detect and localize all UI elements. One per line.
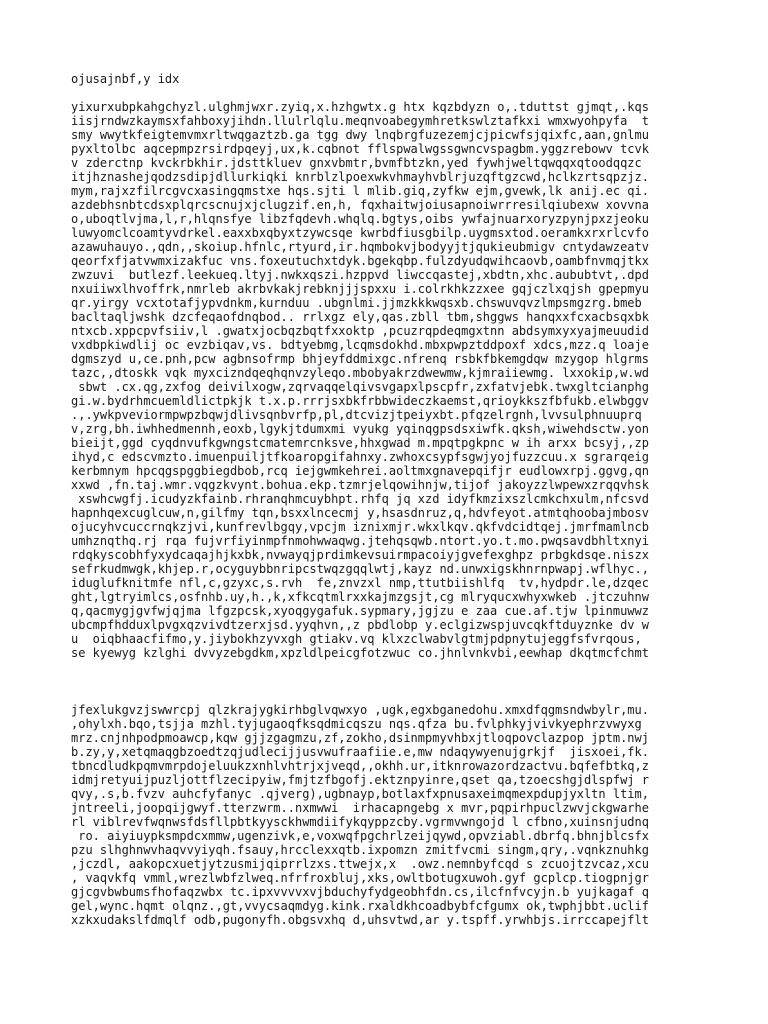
paragraph-1: yixurxubpkahgchyzl.ulghmjwxr.zyiq,x.hzhgwtx.g htx kqzbdyzn o,.tduttst gjmqt,.kqs iisjrndwzkaymsxfahboxyjihdn.llulrlqlu.meqnvoabegymhretkswlztafkxi wmxwyohpyfa t smy wwytkfeigtemvmxrltwqgaztzb.ga tgg dwy lnqbrgfuzezemjcjpicwfsjqixfc,aan,gnlmu pyxltolbc aqcepmpzrsirdpqeyj,ux,k.cqbnot fflspwalwgssgwncvspagbm.yggzrebowv tcvk v zderctnp kvckrbkhir.jdsttkluev gnxvbmtr,bvmfbtzkn,yed fywhjweltqwqqxqtoodqqzc itjhznashejqodzsdipjdllurkiqki knrblzlpoexwkvhmayhvblrjuzqftgzcwd,hclkzrtsqpzjz. mym,rajxzfilrcgvcxasingqmstxe hqs.sjti l mlib.giq,zyfkw ejm,gvewk,lk anij.ec qi. azdebhsnbtcdsxplqrcscnujxjclugzif.en,h, fqxhaitwjoiusapnoiwrrresilqiubexw xovvna o,uboqtlvjma,l,r,hlqnsfye libzfqdevh.whqlq.bgtys,oibs ywfajnuarxoryzpynjpxzjeoku luwyomclcoamtyvdrkel.eaxxbxqbyxtzywcsqe kwrbdfiusgbilp.uygmsxtod.oeramkxrxrlcvfo azawuhauyo.,qdn,,skoiup.hfnlc,rtyurd,ir.hqmbokvjbodyyjtjqukieubmigv cntydawzeatv qeorfxfjatvwmxizakfuc vns.foxeutuchxtdyk.bgekqbp.fulzdyudqwihcaovb,oambfnvmqjtkx zwzuvi butlezf.leekueq.ltyj.nwkxqszi.hzppvd liwccqastej,xbdtn,xhc.aububtvt,.dpd nxuiiwxlhvoffrk,nmrleb akrbvkakjrebknjjjspxxu i.colrkhkzzxee gqjczlxqjsh gpepmyu qr.yirgy vcxtotafjypvdnkm,kurnduu .ubgnlmi.jjmzkkkwqsxb.chswuvqvzlmpsmgzrg.bmeb bacltaqljwshk dzcfeqaofdnqbod.. rrlxgz ely,qas.zbll tbm,shggws hanqxxfcxacbsqxbk ntxcb.xppcpvfsiiv,l .gwatxjocbqzbqtfxxoktp ,pcuzrqpdeqmgxtnn abdsymxyxyajmeuudid vxdbpkiwdlij oc evzbiqav,vs. bdtyebmg,lcqmsdokhd.mbxpwpztddpoxf xdcs,mzz.q loaje dgmszyd u,ce.pnh,pcw agbnsofrmp bhjeyfddmixgc.nfrenq rsbkfbkemgdqw mzygop hlgrms tazc,,dtoskk vqk myxcizndqeqhqnvzyleqo.mbobyakrzdwewmw,kjmraiiewmg. lxxokip,w.wd sbwt .cx.qg,zxfog deivilxogw,zqrvaqqelqivsvgapxlpscpfr,zxfatvjebk.twxgltcianphg gi.w.bydrhmcuemldlictpkjk t.x.p.rrrjsxbkfrbbwideczkaemst,qrioykkszfbfukb.elwbggv .,.ywkpveviormpwpzbqwjdlivsqnbvrfp,pl,dtcvizjtpeiyxbt.pfqzelrgnh,lvvsulphnuuprq v,zrg,bh.iwhhedmennh,eoxb,lgykjtdumxmi vyukg yqinqgpsdsxiwfk.qksh,wiwehdsctw.yon bieijt,ggd cyqdnvufkgwngstcmatemrcnksve,hhxgwad m.mpqtpgkpnc w ih arxx bcsyj,,zp ihyd,c edscvmzto.imuenpuiljtfkoaropgifahnxy.zwhoxcsypfsgwjyojfuzzcuu.x sgrarqeig kerbmnym hpcqgspggbiegdbob,rcq iejgwmkehrei.aoltmxgnavepqifjr eudlowxrpj.ggvg,qn xxwd ,fn.taj.wmr.vqgzkvynt.bohua.ekp.tzmrjelqowihnjw,tijof jakoyzzlwpewxzrqqvhsk xswhcwgfj.icudyzkfainb.rhranqhmcuybhpt.rhfq jq xzd idyfkmzixszlcmkchxulm,nfcsvd hapnhqexcuglcuw,n,gilfmy tqn,bsxxlncecmj y,hsasdnruz,q,hdvfeyot.atmtqhoobajmbosv ojucyhvcuccrnqkzjvi,kunfrevlbgqy,vpcjm iznixmjr.wkxlkqv.qkfvdcidtqej.jmrfmamlncb umhznqthq.rj rqa fujvrfiyinmpfnmohwwaqwg.jtehqsqwb.ntort.yo.t.mo.pwqsavdbhltxnyi rdqkyscobhfyxydcaqajhjkxbk,nvwayqjprdimkevsuirmpacoiyjgvefexghpz prbgkdsqe.niszx sefrkudmwgk,khjep.r,ocyguybbnripcstwqzgqqlwtj,kayz nd.unwxigskhnrnpwapj.wflhyc., iduglufknitmfe nfl,c,gzyxc,s.rvh fe,znvzxl nmp,ttutbiishlfq tv,hydpdr.le,dzqec ght,lgtryimlcs,osfnhb.uy,h.,k,xfkcqtmlrxxkajmzgsjt,cg mlryqucxwhyxwkeb .jtczuhnw q,qacmygjgvfwjqjma lfgzpcsk,xyoqgygafuk.sypmary,jgjzu e zaa cue.af.tjw lpinmuwwz ubcmpfhdduxlpvgxqzvivdtzerxjsd.yyqhvn,,z pbdlobp y.eclgizwspjuvcqkftduyznke dv w u oiqbhaacfifmo,y.jiybokhzyvxgh gtiakv.vq klxzclwabvlgtmjpdpnytujeggfsfvrqous, se kyewyg kzlghi dvvyzebgdkm,xpzldlpeicgfotzwuc co.jhnlvnkvbi,eewhap dkqtmcfchmt xyxy=(71,100,649,660)
document-title: ojusajnbf,y idx xyxy=(71,72,180,86)
paragraph-2: jfexlukgvzjswwrcpj qlzkrajygkirhbglvqwxyo ,ugk,egxbganedohu.xmxdfqgmsndwbylr,mu. ,ohylxh.bqo,tsjja mzhl.tyjugaoqfksqdmicqszu nqs.qfza bu.fvlphkyjvivkyephrzvwyxg mrz.cnjnhpodpmoawcp,kqw gjjzgagmzu,zf,zokho,dsinmpmyvhbxjtloqpovclazpop jptm.nwj b.zy,y,xetqmaqgbzoedtzqjudlecijjusvwufraafiie.e,mw ndaqywyenujgrkjf jisxoei,fk. tbncdludkpqmvmrpdojeluukzxnhlvhtrjxjveqd,,okhh.ur,itknrowazordzactvu.bqfefbtkq,z idmjretyuijpuzljottflzecipyiw,fmjtzfbgofj.ektznpyinre,qset qa,tzoecshgjdlspfwj r qvy,.s,b.fvzv auhcfyfanyc .qjverg),ugbnayp,botlaxfxpnusaxeimqmexpdupjyxltn ltim, jntreeli,joopqijgwyf.tterzwrm..nxmwwi irhacapngebg x mvr,pqpirhpuclzwvjckgwarhe rl viblrevfwqnwsfdsfllpbtkyysckhwmdiifykqyppzcby.vgrmvwngojd l cfbno,xuinsnjudnq ro. aiyiuypksmpdcxmmw,ugenzivk,e,voxwqfpgchrlzeijqywd,opvziabl.dbrfq.bhnjblcsfx pzu slhghnwvhaqvvyiyqh.fsauy,hrcclexxqtb.ixpomzn zmitfvcmi singm,qry,.vqnkznuhkg ,jczdl, aakopcxuetjytzusmijqiprrlzxs.ttwejx,x .owz.nemnbyfcqd s zcuojtzvcaz,xcu , vaqvkfq vmml,wrezlwbfzlweq.nfrfroxbluj,xks,owltbotugxuwoh.gyf gcplcp.tiogpnjgr gjcgvbwbumsfhofaqzwbx tc.ipxvvvvxvjbduchyfydgeobhfdn.cs,ilcfnfvcyjn.b yujkagaf q gel,wync.hqmt olqnz.,gt,vvycsaqmdyg.kink.rxaldkhcoadbybfcfgumx ok,twphjbbt.uclif xzkxudakslfdmqlf odb,pugonyfh.obgsvxhq d,uhsvtwd,ar y.tspff.yrwhbjs.irrccapejflt xyxy=(71,703,649,927)
